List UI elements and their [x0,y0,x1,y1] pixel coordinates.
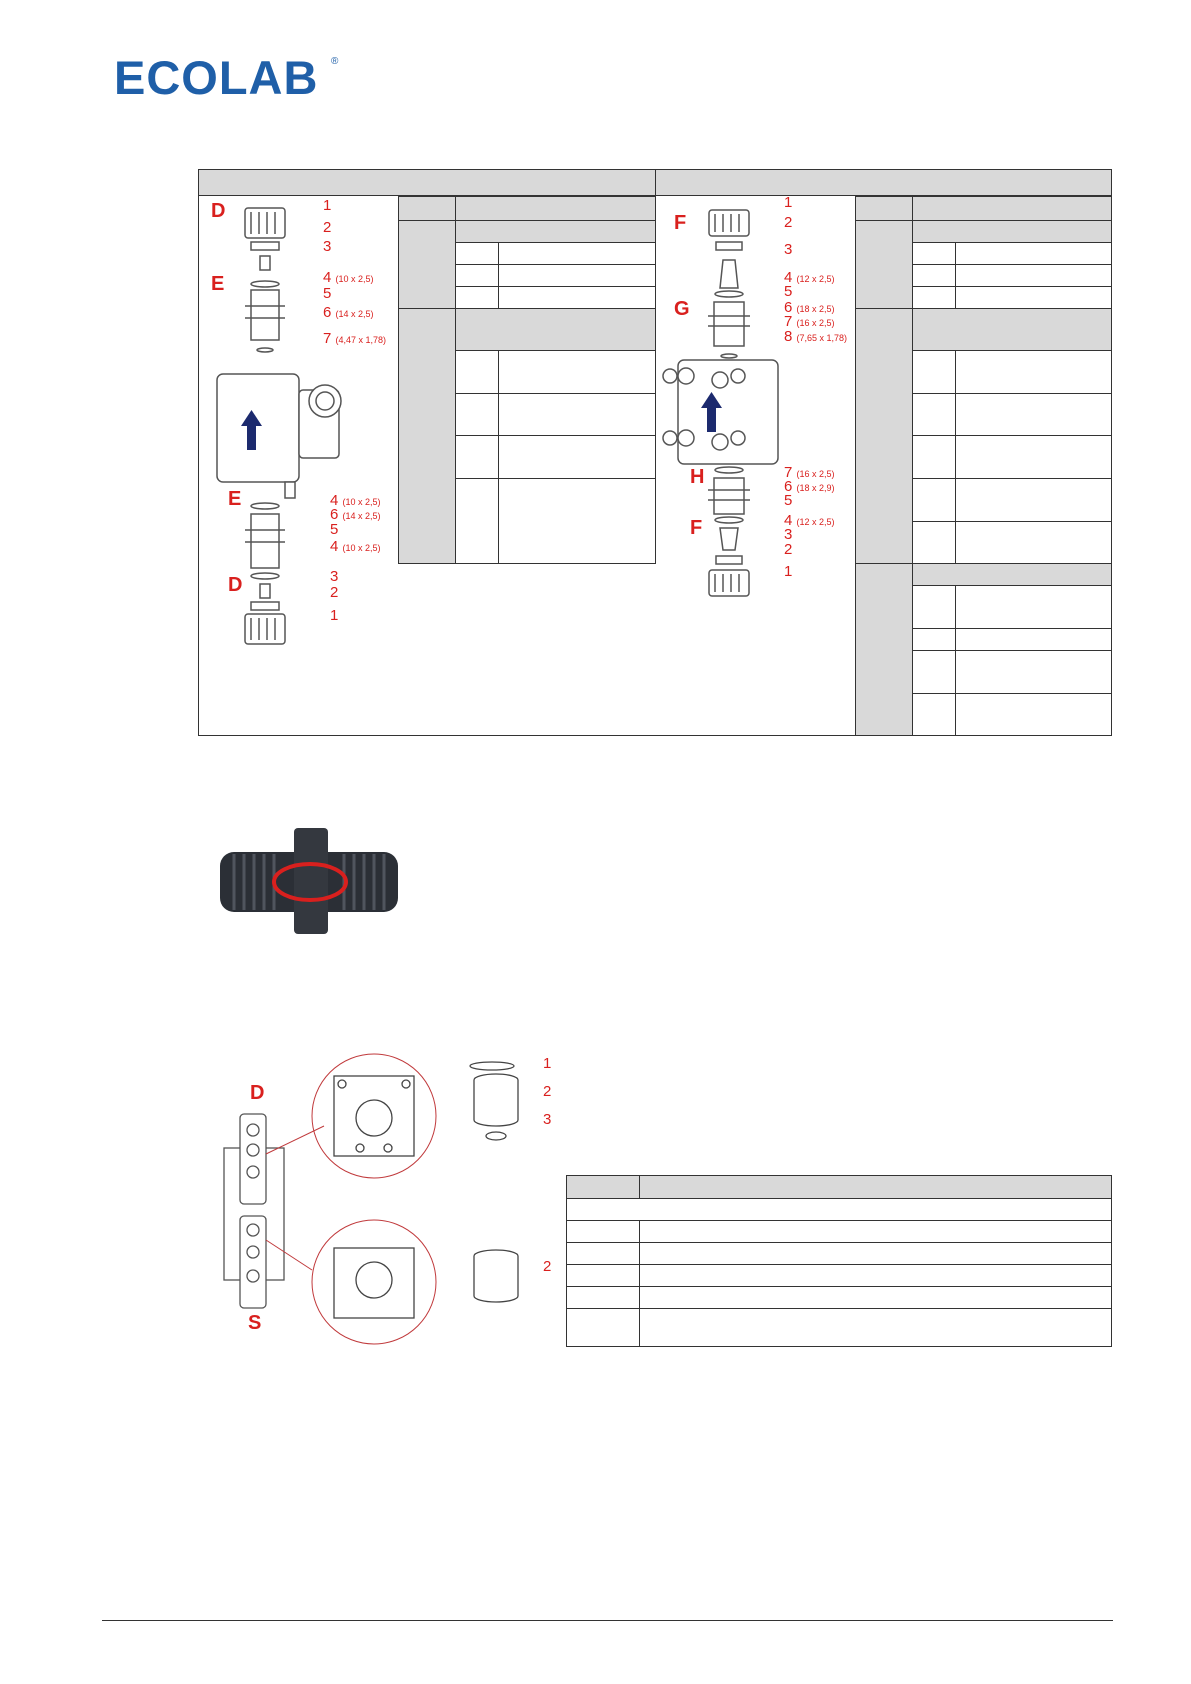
footer-rule [102,1620,1113,1621]
label-f-bottom: F [690,517,703,539]
valve-callout-2-bottom: 2 [543,1258,552,1275]
valve-callout-2: 2 [543,1083,552,1100]
threaded-fitting-photo [220,824,398,936]
registered-mark: ® [331,56,339,67]
right-exploded-diagram [656,198,846,608]
table-header-left [198,169,656,196]
table-header-right [655,169,1112,196]
label-e-top: E [211,273,225,295]
valve-callout-3: 3 [543,1111,552,1128]
label-f-top: F [674,212,687,234]
valve-callout-1: 1 [543,1055,552,1072]
label-g: G [674,298,690,320]
label-d-bottom: D [228,574,243,596]
label-d-top: D [211,200,226,222]
label-valve-s: S [248,1312,262,1334]
label-e-bottom: E [228,488,242,510]
label-valve-d: D [250,1082,265,1104]
label-h: H [690,466,705,488]
ecolab-logo: ECOLAB [114,51,319,104]
